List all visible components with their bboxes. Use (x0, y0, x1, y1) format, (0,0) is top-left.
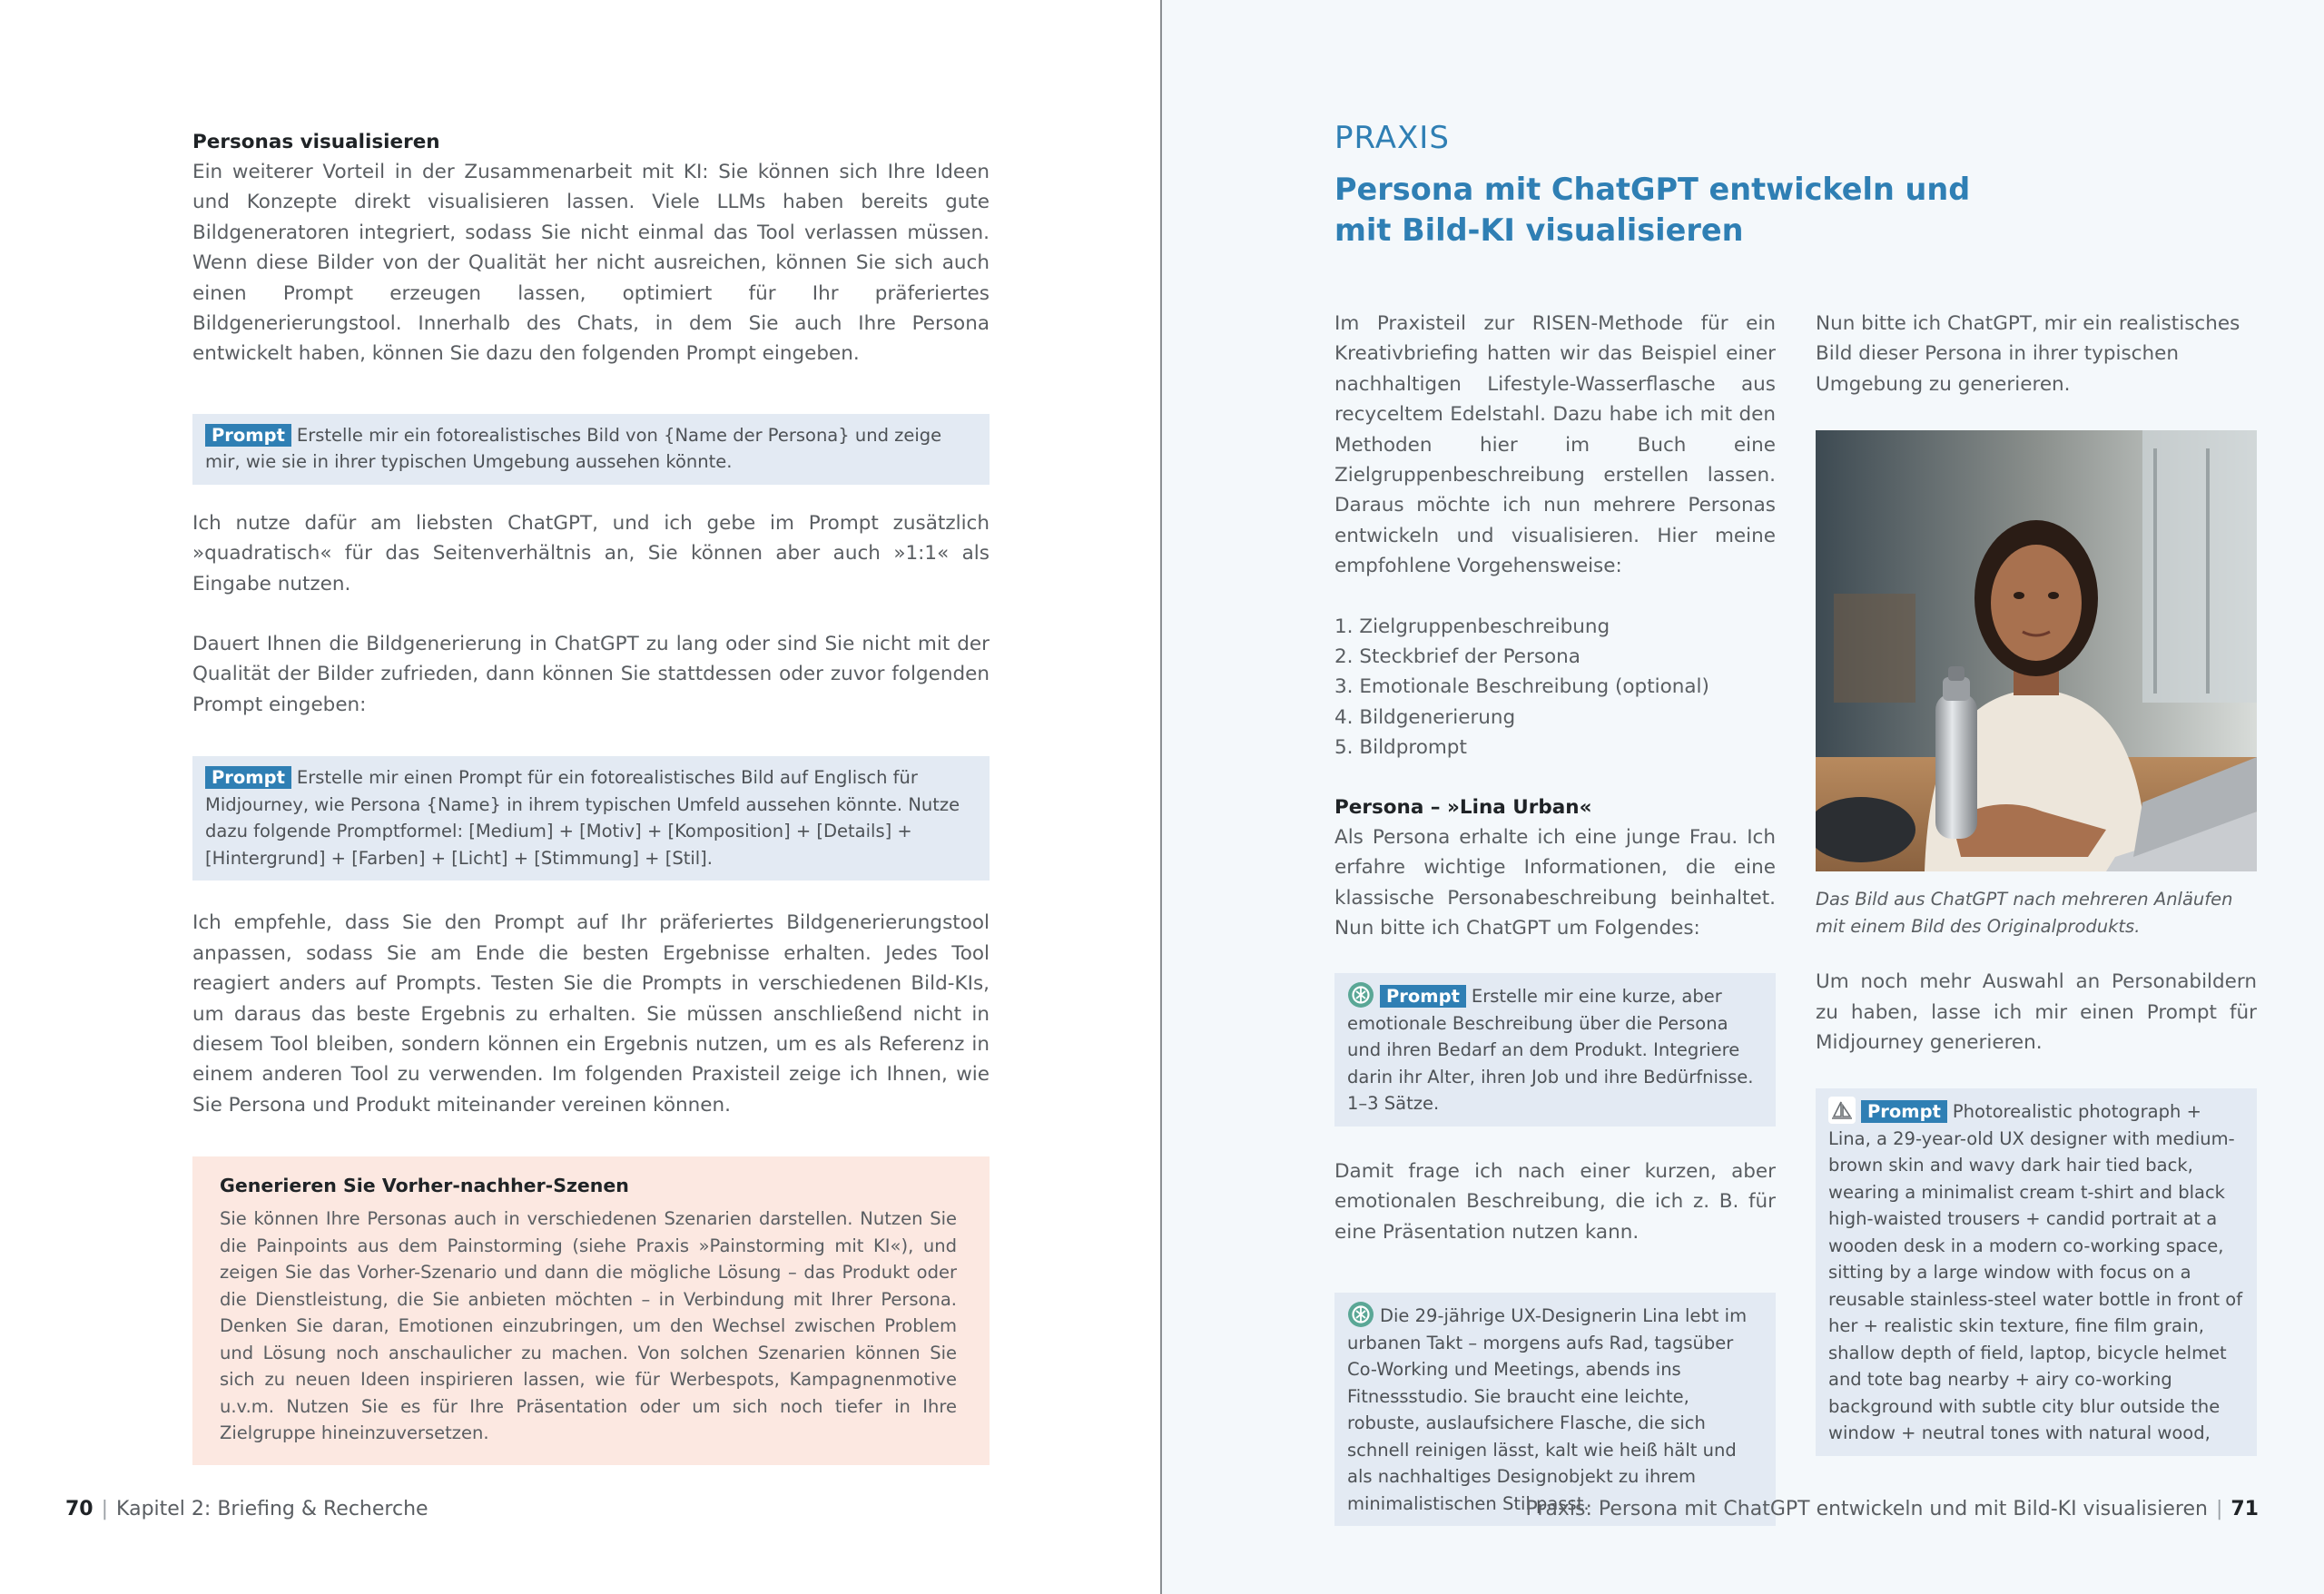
tip-box (192, 1156, 990, 1465)
list-item: 5. Bildprompt (1334, 736, 1467, 760)
paragraph-emotional: Damit frage ich nach einer kurzen, aber emotionalen Beschreibung, die ich z. B. für eine Präsentation nutzen kann. (1334, 1159, 1776, 1244)
left-page-content (192, 127, 990, 1465)
chatgpt-answer-box (1334, 1293, 1776, 1526)
paragraph-intro: Ein weiterer Vorteil in der Zusammenarbeit mit KI: Sie können sich Ihre Ideen und Konzepte direkt visualisieren lassen. Viele LLMs haben bereits gute Bildgeneratoren integriert, sodass Sie nicht einmal das Tool verlassen müssen. Wenn diese Bilder von der Qualität her nicht ausreichen, können Sie sich auch einen Prompt erzeugen lassen, optimiert für Ihr präferiertes Bildgenerierungstool. Innerhalb des Chats, in dem Sie auch Ihre Persona entwickelt haben, können Sie dazu den folgenden Prompt eingeben. (192, 161, 990, 366)
prompt-badge: Prompt (1861, 1100, 1947, 1123)
running-title: Praxis: Persona mit ChatGPT entwickeln und mit Bild-KI visualisieren (1525, 1498, 2208, 1520)
prompt-badge: Prompt (205, 766, 291, 789)
chapter-title: Kapitel 2: Briefing & Recherche (116, 1498, 428, 1520)
photo-caption: Das Bild aus ChatGPT nach mehreren Anläufen mit einem Bild des Originalprodukts. (1816, 889, 2233, 937)
right-footer (1525, 1496, 2259, 1523)
page-number-left: 70 (65, 1498, 94, 1520)
paragraph-recommendation: Ich empfehle, dass Sie den Prompt auf Ihr präferiertes Bildgenerierungstool anpassen, sodass Sie am Ende die besten Ergebnisse erhalten. Jedes Tool reagiert anders auf Prompts. Testen Sie die Prompts in verschiedenen Bild-KIs, um daraus das beste Ergebnis zu erhalten. Sie müssen anschließend nicht in diesem Tool bleiben, sondern können ein Ergebnis nutzen, um es als Referenz in einem anderen Tool zu verwenden. Im folgenden Praxisteil zeige ich Ihnen, wie Sie Persona und Produkt miteinander vereinen können. (192, 911, 990, 1117)
prompt-text: Photorealistic photograph + Lina, a 29-year-old UX designer with medium-brown skin and wavy dark hair tied back, wearing a minimalist cream t-shirt and black high-waisted trousers + candid portrait at a wooden desk in a modern co-working space, sitting by a large window with focus on a reusable stainless-steel water bottle in front of her + realistic skin texture, fine film grain, shallow depth of field, laptop, bicycle helmet and tote bag nearby + airy co-working background with subtle city blur outside the window + neutral tones with natural wood, (1828, 1101, 2243, 1444)
prompt-box (192, 414, 990, 485)
praxis-kicker: PRAXIS (1334, 120, 1450, 156)
prompt-text: Erstelle mir einen Prompt für ein fotorealistisches Bild auf Englisch für Midjourney, wie Persona {Name} in ihrem typischen Umfeld aussehen könnte. Nutze dazu folgende Promptformel: [Medium] + [Motiv] + [Komposition] + [Details] + [Hintergrund] + [Farben] + [Licht] + [Stimmung] + [Stil]. (205, 767, 960, 869)
paragraph-praxis-intro: Im Praxisteil zur RISEN-Methode für ein Kreativbriefing hatten wir das Beispiel einer nachhaltigen Lifestyle-Wasserflasche aus recyceltem Edelstahl. Dazu habe ich mit den Methoden hier im Buch eine Zielgruppenbeschreibung erstellen lassen. Daraus möchte ich nun mehrere Personas entwickeln und visualisieren. Hier meine empfohlene Vorgehensweise: (1334, 312, 1776, 578)
persona-heading: Persona – »Lina Urban« (1334, 795, 1592, 819)
chatgpt-icon (1347, 981, 1374, 1009)
persona-photo (1816, 430, 2257, 871)
prompt-text: Erstelle mir ein fotorealistisches Bild von {Name der Persona} und zeige mir, wie sie in ihrer typischen Umgebung aussehen könnte. (205, 424, 942, 473)
left-footer (65, 1496, 428, 1523)
tip-title: Generieren Sie Vorher-nachher-Szenen (220, 1175, 629, 1197)
section-heading: Personas visualisieren (192, 131, 440, 153)
list-item: 2. Steckbrief der Persona (1334, 645, 1581, 669)
list-item: 4. Bildgenerierung (1334, 705, 1516, 729)
paragraph-persona: Als Persona erhalte ich eine junge Frau. Ich erfahre wichtige Informationen, die eine klassische Personabeschreibung beinhaltet. Nun bitte ich ChatGPT um Folgendes: (1334, 825, 1776, 940)
page-number-right: 71 (2230, 1498, 2259, 1520)
praxis-title: Persona mit ChatGPT entwickeln und mit Bild-KI visualisieren (1334, 172, 1971, 248)
midjourney-icon (1828, 1097, 1856, 1124)
paragraph-midjourney: Um noch mehr Auswahl an Personabildern zu haben, lasse ich mir einen Prompt für Midjourney generieren. (1816, 970, 2257, 1055)
paragraph-request-image: Nun bitte ich ChatGPT, mir ein realistisches Bild dieser Persona in ihrer typischen Umgebung zu generieren. (1816, 312, 2240, 396)
tip-text: Sie können Ihre Personas auch in verschiedenen Szenarien darstellen. Nutzen Sie die Painpoints aus dem Painstorming (siehe Praxis »Painstorming mit KI«), und zeigen Sie das Vorher-Szenario und dann die mögliche Lösung – das Produkt oder die Dienstleistung, die Sie anbieten möchten – in Verbindung mit Ihrer Persona. Denken Sie daran, Emotionen einzubringen, um den Wechsel zwischen Problem und Lösung noch anschaulicher zu machen. Von solchen Szenarien können Sie sich zu neuen Ideen inspirieren lassen, wie für Werbespots, Kampagnenmotive u.v.m. Nutzen Sie es für Ihre Präsentation oder um sich noch tiefer in Ihre Zielgruppe hineinzuversetzen. (220, 1208, 957, 1444)
paragraph-chatgpt-square: Ich nutze dafür am liebsten ChatGPT, und ich gebe im Prompt zusätzlich »quadratisch« für das Seitenverhältnis an, Sie können aber auch »1:1« als Eingabe nutzen. (192, 511, 990, 595)
chatgpt-icon (1347, 1301, 1374, 1328)
chatgpt-answer-text: Die 29-jährige UX-Designerin Lina lebt im urbanen Takt – morgens aufs Rad, tagsüber Co-Working und Meetings, abends ins Fitnessstudio. Sie braucht eine leichte, robuste, auslaufsichere Flasche, die sich schnell reinigen lässt, kalt wie heiß hält und als nachhaltiges Designobjekt zu ihrem minimalistischen Stil passt. (1347, 1305, 1748, 1514)
prompt-box-midjourney-result (1816, 1088, 2257, 1456)
footer-separator: | (2215, 1498, 2223, 1520)
steps-list (1334, 612, 1776, 763)
prompt-text: Erstelle mir eine kurze, aber emotionale Beschreibung über die Persona und ihren Bedarf an dem Produkt. Integriere darin ihr Alter, ihren Job und ihre Bedürfnisse. 1–3 Sätze. (1347, 986, 1754, 1115)
right-column-2 (1816, 309, 2257, 1456)
prompt-badge: Prompt (205, 424, 291, 447)
prompt-box-chatgpt (1334, 973, 1776, 1127)
list-item: 1. Zielgruppenbeschreibung (1334, 615, 1610, 638)
list-item: 3. Emotionale Beschreibung (optional) (1334, 675, 1709, 699)
prompt-box-midjourney (192, 756, 990, 881)
paragraph-alternative: Dauert Ihnen die Bildgenerierung in ChatGPT zu lang oder sind Sie nicht mit der Qualität der Bilder zufrieden, dann können Sie stattdessen oder zuvor folgenden Prompt eingeben: (192, 633, 990, 716)
footer-separator: | (101, 1498, 109, 1520)
prompt-badge: Prompt (1380, 985, 1466, 1008)
right-column-1 (1334, 309, 1776, 1526)
